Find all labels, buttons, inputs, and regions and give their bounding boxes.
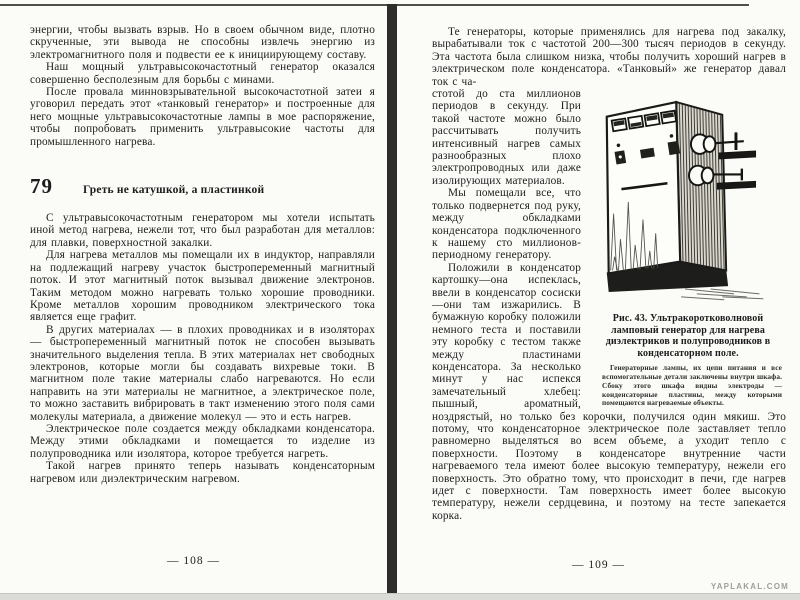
paragraph: энергии, чтобы вызвать взрыв. Но в своем обычном виде, плотно скрученные, эти вывода не способны извлечь энергию из электромагнитного поля и подвести ее к инициирующему составу. [30,24,375,61]
paragraph: После провала минновзрывательной высокочастотной затеи я уговорил передать этот «танковый генератор» и построенные для него мощные ультравысокочастотные лампы в мое распоряжение, чтобы попробовать применить ультравысокие частоты для промышленного нагрева. [30,86,375,148]
scan-bottom-edge [0,593,800,600]
watermark-text: YAPLAKAL.COM [710,582,789,591]
figure-caption: Рис. 43. Ультракоротковолновой ламповый генератор для нагрева диэлектриков и полупроводников в конденсаторном поле. [605,313,771,359]
paragraph: Для нагрева металлов мы помещали их в индуктор, направляли на подлежащий нагреву участок быстропеременный магнитный поток. И этот магнитный поток вызывал движение электронов. Таким методом можно нагревать только хорошие проводники. Кроме металлов хорошим проводником электрического тока является еще графит. [30,249,375,324]
paragraph: Такой нагрев принято теперь называть конденсаторным нагревом или диэлектрическим нагревом. [30,460,375,485]
text-figure-wrap [432,88,786,522]
paragraph: Положили в конденсатор картошку—она испеклась, ввели в конденсатор сосиски—они там изжарились. В бумажную коробку положили немного теста и поставили эту коробку с тестом также между пластинами конденсатора. За несколько минут у нас испекся замечательный хлебец: пышный, ароматный, ноздрястый, но только без корочки, получился один мякиш. Это потому, что конденсаторное электрическое поле заставляет тепло равномерно выделяться во всем объеме, а уходит тепло с поверхности. Поэтому в конденсаторе внутренние части нагреваемого тела имеют более высокую температуру, нежели его поверхность. Это обратно тому, что происходит в печи, где нагрев идет с поверхности. Там поверхность имеет более высокую температуру, нежели сердцевина, и поэтому на тесте запекается корка. [432,261,786,522]
section-title: Греть не катушкой, а пластинкой [83,184,265,197]
section-heading [30,174,375,199]
paragraph: стотой до ста миллионов периодов в секунду. При такой частоте можно было рассчитывать получить интенсивный нагрев самых разнообразных плохо электропроводных или даже изолирующих материалов. [432,88,581,187]
paragraph: Наш мощный ультравысокочастотный генератор оказался совершенно бесполезным для борьбы с минами. [30,61,375,86]
page-number-left: — 108 — [167,555,220,567]
generator-cabinet-illustration [595,90,781,304]
paragraph: В других материалах — в плохих проводниках и в изоляторах — быстропеременный магнитный поток не способен вызывать значительного выделения тепла. В этих материалах нет свободных электронов, которые могли бы создавать вихревые токи. В магнитном поле такие материалы слабо нагреваются. Но если направить на эти материалы не магнитное, а электрическое поле, то можно заставить вибрировать в такт изменению этого поля сами молекулы материала, а движение молекул — это и есть нагрев. [30,323,375,423]
page-number-right: — 109 — [572,559,625,571]
left-page [0,0,387,593]
paragraph: Те генераторы, которые применялись для нагрева под закалку, вырабатывали ток с частотой 200—300 тысяч периодов в секунду. Эта частота была слишком низка, чтобы получить хороший нагрев в электрическом поле конденсатора. «Танковый» же генератор давал ток с ча- [432,26,786,88]
figure-43 [590,90,786,408]
figure-subcaption: Генераторные лампы, их цепи питания и все вспомогательные детали заключены внутри шкафа. Сбоку этого шкафа видны электроды — конденсаторные пластины, между которыми помещаются нагреваемые объекты. [602,363,782,408]
section-number: 79 [30,174,53,199]
book-gutter [387,4,397,593]
paragraph: Электрическое поле создается между обкладками конденсатора. Между этими обкладками и помещается то изделие из полупроводника или изолятора, которое требуется нагреть. [30,422,375,460]
right-page [397,0,800,593]
paragraph: С ультравысокочастотным генератором мы хотели испытать иной метод нагрева, нежели тот, что был разработан для металлов: для плавки, поверхностной закалки. [30,212,375,249]
paragraph: Мы помещали все, что только подвернется под руку, между обкладками конденсатора подключенного к нашему сто миллионов-периодному генератору. [432,187,581,262]
